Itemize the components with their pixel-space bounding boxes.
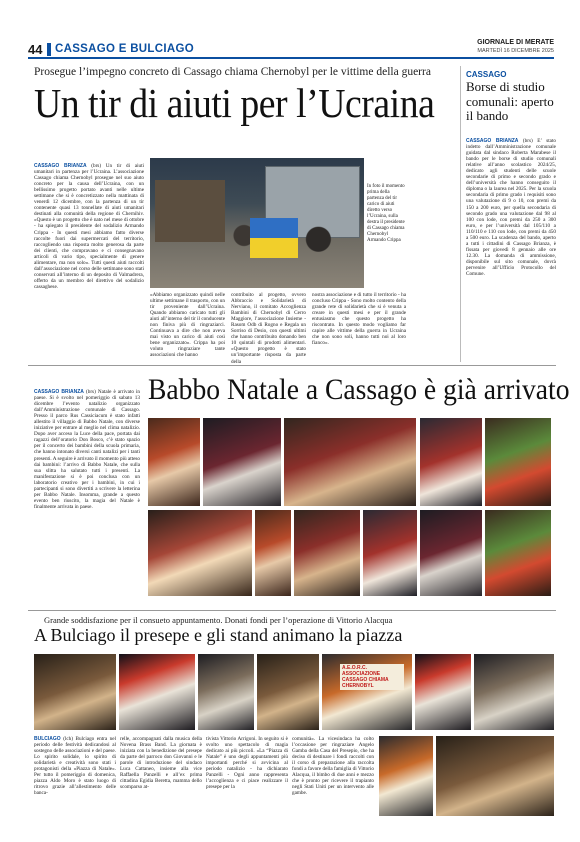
xmas-photo-2 <box>203 418 281 506</box>
sidebar-divider <box>460 66 461 362</box>
article2-byline: (brs) <box>86 389 96 395</box>
article1-column-4: nostra associazione e di tutto il territorio - ha concluso Crippa - Sono molto contento della grande rete di solidarietà che si è venuta a creare in questi mesi e per il grande entusiasmo che questo progetto ha riscontrato. In questo modo vogliamo far capire alle vittime della guerra in Ucraina che non sono soli, hanno tutti noi al loro fianco». <box>312 292 406 347</box>
sidebar-title: Borse di studio comunali: aperto il bando <box>466 79 554 123</box>
section-divider-1 <box>28 365 556 366</box>
article3-column-2: relle, accompagnati dalla musica della Novena Brass Band. La giornata è iniziata con la benedizione del presepe da parte del parroco don Giovanni e le parole di introduzione del sindaco Luca Cattaneo, insieme alla vice Raffaella Panzelli e all’ex prima cittadina Egidia Beretta, mamma dello scomparso at- <box>120 736 202 791</box>
article3-col1-text: Bulciago entra nel periodo delle festività dedicandosi al sostegno delle associazioni e del paese. Lo spirito solidale, lo spirito di solidarietà e creatività sono stati i protagonisti della «Piazza di Natale». Per tutto il pomeriggio di domenica, piazza Aldo Moro è stato luogo di ritrovo grazie all’allestimento delle banca- <box>34 736 117 797</box>
xmas-photo-7 <box>255 510 291 596</box>
article3-byline: (lch) <box>63 736 73 742</box>
article2-body <box>34 389 140 607</box>
paper-date: MARTEDÌ 16 DICEMBRE 2025 <box>477 48 554 54</box>
xmas-photo-1 <box>148 418 200 506</box>
page-header <box>28 41 554 59</box>
sidebar-location: CASSAGO BRIANZA <box>466 138 519 144</box>
article1-column-3: contribuito al progetto, ovvero Abbraccio e Solidarietà di Nerviano, il comitato Accoglienza Bambini di Chernobyl di Cerro Maggiore, l’associazione Insieme - Rasom Odb di Rogno e Regala un Sorriso di Desio, con questi ultimi che hanno contribuito donando ben 10 quintali di prodotti alimentari. «Questo progetto è stato un’importante risposta da parte della <box>231 292 306 365</box>
bulciago-photo-1 <box>34 654 116 730</box>
sidebar-body-text: E’ stato indetto dall’Amministrazione comunale guidata dal sindaco Roberta Marabese il bando per le borse di studio comunali relative all’anno scolastico 2024/25, dedicato agli studenti delle scuole secondarie di primo e secondo grado e dell’università che hanno conseguito il diploma o la laurea nel 2025. Per la scuola secondaria di primo grado i requisiti sono una valutazione di 9 o 10, con premi da 150 a 200 euro, per quella secondaria di secondo grado una valutazione dal 98 al 100 con lode, con premi da 250 a 300 euro, e per l’università dal 105/110 a 110/110 e 110 con lode, con premi da 450 a 500 euro. La scadenza del bando, aperto a tutti i cittadini di Cassago Brianza, è fissata per giovedì 8 gennaio alle ore 12.30. La domanda di ammissione, disponibile sul sito comunale, dovrà pervenire all’Ufficio Protocollo del Comune. <box>466 138 557 278</box>
sidebar-body <box>466 138 556 356</box>
bulciago-photo-3 <box>198 654 254 730</box>
article3-title: A Bulciago il presepe e gli stand animano la piazza <box>34 625 403 645</box>
bulciago-photo-4 <box>257 654 319 730</box>
page-number: 44 <box>28 42 43 57</box>
paper-masthead <box>477 39 554 55</box>
xmas-photo-3 <box>284 418 416 506</box>
article2-title: Babbo Natale a Cassago è già arrivato <box>148 373 570 406</box>
xmas-photo-8 <box>294 510 360 596</box>
xmas-photo-9 <box>363 510 417 596</box>
article3-location: BULCIAGO <box>34 736 61 742</box>
ukraine-flag <box>250 218 298 258</box>
article3-column-1 <box>34 736 116 816</box>
article1-byline: (brs) <box>91 163 102 169</box>
bulciago-photo-2 <box>119 654 195 730</box>
bulciago-photo-5 <box>322 654 412 730</box>
article1-kicker: Prosegue l’impegno concreto di Cassago chiama Chernobyl per le vittime della guerra <box>34 66 431 78</box>
article1-column-1 <box>34 163 144 353</box>
article1-title: Un tir di aiuti per l’Ucraina <box>34 80 435 126</box>
article1-caption: In foto il momento prima della partenza del tir carico di aiuti diretto verso l’Ucraina, sulla destra il presidente di Cassago chiama Chernobyl Armando Crippa <box>367 184 405 243</box>
xmas-photo-10 <box>420 510 482 596</box>
section-title: CASSAGO E BULCIAGO <box>55 43 194 55</box>
article1-photo <box>150 158 364 288</box>
building-shape <box>155 180 225 242</box>
article3-column-4: comunità». La vicesindaca ha colto l’occasione per ringraziare Angelo Gamba della Casa del Presepio, che ha deciso di destinare i fondi raccolti con il corso di preparazione alla raccolta fondi a favore della famiglia di Vittorio Alacqua, il bimbo di due anni e mezzo che è pronto per ricevere il trapianto negli Stati Uniti per un intervento alle gambe. <box>292 736 374 797</box>
article2-location: CASSAGO BRIANZA <box>34 389 84 395</box>
xmas-photo-5 <box>485 418 551 506</box>
association-sign: A.E.O.R.C. ASSOCIAZIONE CASSAGO CHIAMA CHERNOBYL <box>340 664 404 690</box>
article1-column-2: «Abbiamo organizzato quindi nelle ultime settimane il trasporto, con un tir proveniente dall’Ucraina. Quando abbiamo caricato tutti gli aiuti all’interno del tir il conducente non finiva più di ringraziarci. Continuava a dire che non aveva mai visto un carico di aiuti così bene organizzato». Crippa ha poi voluto ringraziare tante associazioni che hanno <box>150 292 225 359</box>
sidebar-byline: (brs) <box>522 138 533 144</box>
article3-column-3: tivista Vittorio Arrigoni. In seguito si è svolto uno spettacolo di magia dedicato ai più piccoli. «La “Piazza di Natale” è uno degli appuntamenti più importanti perché si avvicina al periodo natalizio - ha dichiarato Panzelli - Ogni anno rappresenta l’accoglienza e ci piace realizzare il presepe per la <box>206 736 288 791</box>
article1-location: CASSAGO BRIANZA <box>34 163 87 169</box>
sidebar-tag: CASSAGO <box>466 70 507 79</box>
bulciago-photo-7 <box>474 654 554 730</box>
article1-col1-text: Un tir di aiuti umanitari in partenza per l’Ucraina. L’associazione Cassago chiama Chernobyl prosegue nel suo aiuto concreto per la causa dell’Ucraina, con un bellissimo progetto portato avanti nelle ultime settimane che si è concretizzato nella mattinata di venerdì 12 dicembre, con la partenza di un tir contenente quasi 13 tonnellate di aiuti umanitari destinati alla comunità della regione di Chernihiv. «Questo è un progetto che è nato nel mese di ottobre - ha spiegato il presidente del sodalizio Armando Crippa - In questi mesi abbiamo fatto diverse raccolte fuori dai supermercati del territorio, raccogliendo una risposta molto generosa da parte dei clienti, che compravano e ci consegnavano articoli di vario tipo, specialmente di genere alimentare, ma non solo». Tutti questi aiuti raccolti dall’associazione nel corso delle settimane sono stati conservati all’interno di un deposito di Valmadrera, offerto da un membro del direttivo del sodalizio cassaghese. <box>34 163 144 290</box>
paper-name: GIORNALE DI MERATE <box>477 39 554 46</box>
bulciago-photo-8 <box>379 736 433 816</box>
xmas-photo-6 <box>148 510 252 596</box>
bulciago-photo-9 <box>436 736 554 816</box>
article2-body-text: Natale è arrivato in paese. Si è svolto nel pomeriggio di sabato 13 dicembre l’evento natalizio organizzato dall’Amministrazione comunale di Cassago. Presso il parco Rus Cassiciacum è stato infatti allestito il villaggio di Babbo Natale, con diverse iniziative per entrare al meglio nel clima natalizio. Dopo aver acceso la Luce della pace, portata dai ragazzi dell’oratorio Don Bosco, c’è stato spazio per il concerto dei bambini della scuola primaria, che hanno intonato diversi canti natalizi per i tanti presenti. A seguire è arrivato il momento più atteso dai bambini: l’arrivo di Babbo Natale, che sulla sua slitta ha salutato tutti i presenti. La manifestazione si è poi conclusa con un laboratorio creativo per i bambini, in cui i partecipanti si sono divertiti a scrivere la letterina per Babbo Natale. Insomma, grande a questo evento ben riuscito, la magia del Natale è finalmente arrivata in paese. <box>34 389 141 510</box>
article3-kicker: Grande soddisfazione per il consueto appuntamento. Donati fondi per l’operazione di Vittorio Alacqua <box>44 615 393 625</box>
xmas-photo-11 <box>485 510 551 596</box>
header-divider <box>47 43 51 56</box>
xmas-photo-4 <box>420 418 482 506</box>
section-divider-2 <box>28 610 556 611</box>
bulciago-photo-6 <box>415 654 471 730</box>
